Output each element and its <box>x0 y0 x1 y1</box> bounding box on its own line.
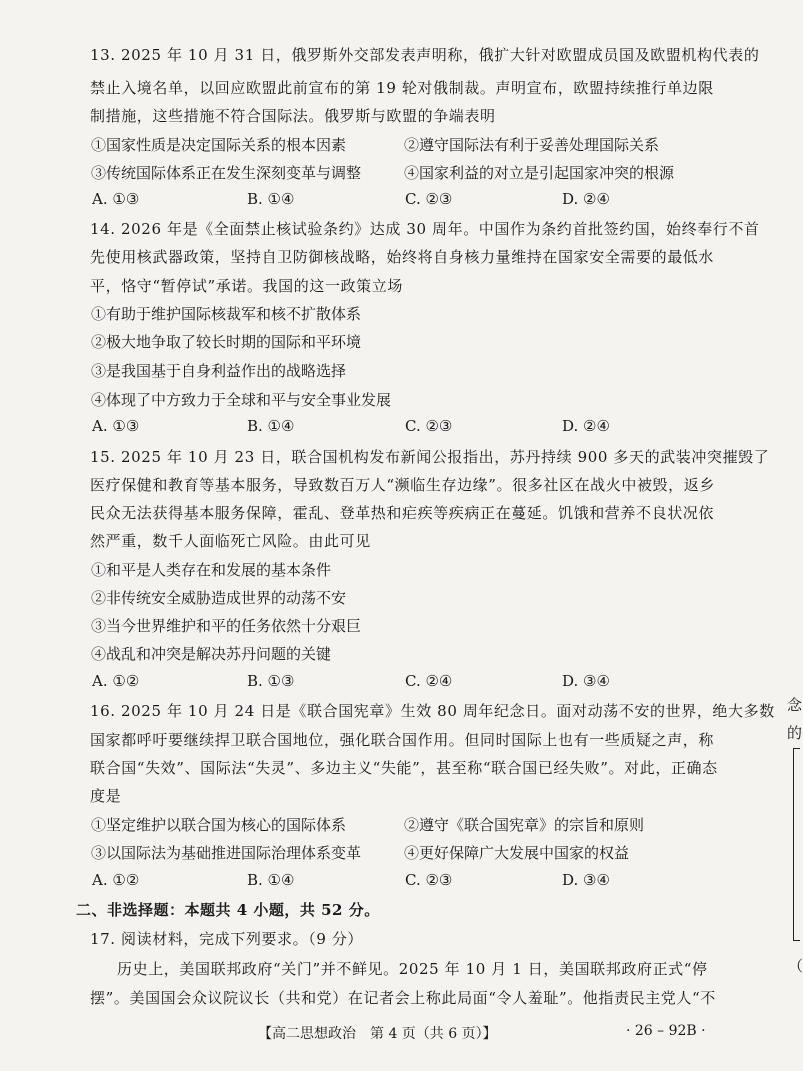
q14-item-4: ④体现了中方致力于全球和平与安全事业发展 <box>91 391 392 409</box>
q13-choice-d[interactable]: D. ②④ <box>562 190 610 208</box>
q15-item-2: ②非传统安全威胁造成世界的动荡不安 <box>91 589 347 607</box>
q14-item-3: ③是我国基于自身利益作出的战略选择 <box>91 362 347 380</box>
q14-stem-line-2: 先使用核武器政策，坚持自卫防御核战略，始终将自身核力量维持在国家安全需要的最低水 <box>90 248 715 266</box>
q13-stem-line-2: 禁止入境名单，以回应欧盟此前宣布的第 19 轮对俄制裁。声明宣布，欧盟持续推行单边限 <box>90 79 714 97</box>
edge-border-top <box>793 748 800 749</box>
q17-material-line-1: 历史上，美国联邦政府“关门”并不鲜见。2025 年 10 月 1 日，美国联邦政府正式“停 <box>117 960 708 978</box>
q14-choice-c[interactable]: C. ②③ <box>405 417 453 435</box>
edge-char-1: 念 <box>787 696 803 714</box>
section-heading: 二、非选择题：本题共 4 小题，共 52 分。 <box>76 901 380 919</box>
q13-stem-line-3: 制措施，这些措施不符合国际法。俄罗斯与欧盟的争端表明 <box>90 107 496 125</box>
edge-border-left <box>793 748 794 941</box>
q16-item-1: ①坚定维护以联合国为核心的国际体系 <box>91 816 347 834</box>
q13-item-1: ①国家性质是决定国际关系的根本因素 <box>91 136 347 154</box>
q15-stem-line-4: 然严重，数千人面临死亡风险。由此可见 <box>90 532 371 550</box>
q15-stem-line-3: 民众无法获得基本服务保障，霍乱、登革热和疟疾等疾病正在蔓延。饥饿和营养不良状况依 <box>90 504 715 522</box>
q15-item-1: ①和平是人类存在和发展的基本条件 <box>91 561 332 579</box>
q15-choice-a[interactable]: A. ①② <box>92 672 140 690</box>
q16-item-3: ③以国际法为基础推进国际治理体系变革 <box>91 844 362 862</box>
q13-item-3: ③传统国际体系正在发生深刻变革与调整 <box>91 164 362 182</box>
q16-stem-line-4: 度是 <box>90 787 122 805</box>
page-footer: 【高二思想政治 第 4 页（共 6 页）】 <box>258 1026 497 1042</box>
q17-material-line-2: 摆”。美国国会众议院议长（共和党）在记者会上称此局面“令人羞耻”。他指责民主党人“不 <box>90 989 716 1007</box>
q14-stem-line-1: 14. 2026 年是《全面禁止核试验条约》达成 30 周年。中国作为条约首批签约国，始终奉行不首 <box>90 220 760 238</box>
q13-item-2: ②遵守国际法有利于妥善处理国际关系 <box>404 136 660 154</box>
edge-char-2: 的 <box>787 724 803 742</box>
q13-item-4: ④国家利益的对立是引起国家冲突的根源 <box>404 164 675 182</box>
page-code: · 26 – 92B · <box>626 1023 706 1039</box>
q16-choice-b[interactable]: B. ①④ <box>247 871 295 889</box>
q15-choice-d[interactable]: D. ③④ <box>562 672 610 690</box>
q14-item-2: ②极大地争取了较长时期的国际和平环境 <box>91 333 362 351</box>
q16-item-2: ②遵守《联合国宪章》的宗旨和原则 <box>404 816 645 834</box>
q14-choice-d[interactable]: D. ②④ <box>562 417 610 435</box>
q14-choice-b[interactable]: B. ①④ <box>247 417 295 435</box>
q15-choice-c[interactable]: C. ②④ <box>405 672 453 690</box>
q15-choice-b[interactable]: B. ①③ <box>247 672 295 690</box>
q13-choice-b[interactable]: B. ①④ <box>247 190 295 208</box>
q13-choice-c[interactable]: C. ②③ <box>405 190 453 208</box>
q15-stem-line-1: 15. 2025 年 10 月 23 日，联合国机构发布新闻公报指出，苏丹持续 900 多天的武装冲突摧毁了 <box>90 448 770 466</box>
q15-item-4: ④战乱和冲突是解决苏丹问题的关键 <box>91 645 332 663</box>
q16-choice-c[interactable]: C. ②③ <box>405 871 453 889</box>
q15-stem-line-2: 医疗保健和教育等基本服务，导致数百万人“濒临生存边缘”。很多社区在战火中被毁，返乡 <box>90 476 715 494</box>
q16-stem-line-2: 国家都呼吁要继续捍卫联合国地位，强化联合国作用。但同时国际上也有一些质疑之声，称 <box>90 731 715 749</box>
q17-title: 17. 阅读材料，完成下列要求。（9 分） <box>90 930 364 948</box>
q16-stem-line-3: 联合国“失效”、国际法“失灵”、多边主义“失能”，甚至称“联合国已经失败”。对此，正确态 <box>90 759 718 777</box>
q14-stem-line-3: 平，恪守“暂停试”承诺。我国的这一政策立场 <box>90 277 403 295</box>
q16-stem-line-1: 16. 2025 年 10 月 24 日是《联合国宪章》生效 80 周年纪念日。面对动荡不安的世界，绝大多数 <box>90 702 775 720</box>
q13-stem-line-1: 13. 2025 年 10 月 31 日，俄罗斯外交部发表声明称，俄扩大针对欧盟成员国及欧盟机构代表的 <box>90 46 760 64</box>
q15-item-3: ③当今世界维护和平的任务依然十分艰巨 <box>91 617 362 635</box>
q16-choice-a[interactable]: A. ①② <box>92 871 140 889</box>
q14-item-1: ①有助于维护国际核裁军和核不扩散体系 <box>91 305 362 323</box>
edge-char-3: （ <box>788 957 803 975</box>
q16-item-4: ④更好保障广大发展中国家的权益 <box>404 844 630 862</box>
q14-choice-a[interactable]: A. ①③ <box>92 417 140 435</box>
q13-choice-a[interactable]: A. ①③ <box>92 190 140 208</box>
edge-border-bottom <box>793 940 800 941</box>
q16-choice-d[interactable]: D. ③④ <box>562 871 610 889</box>
